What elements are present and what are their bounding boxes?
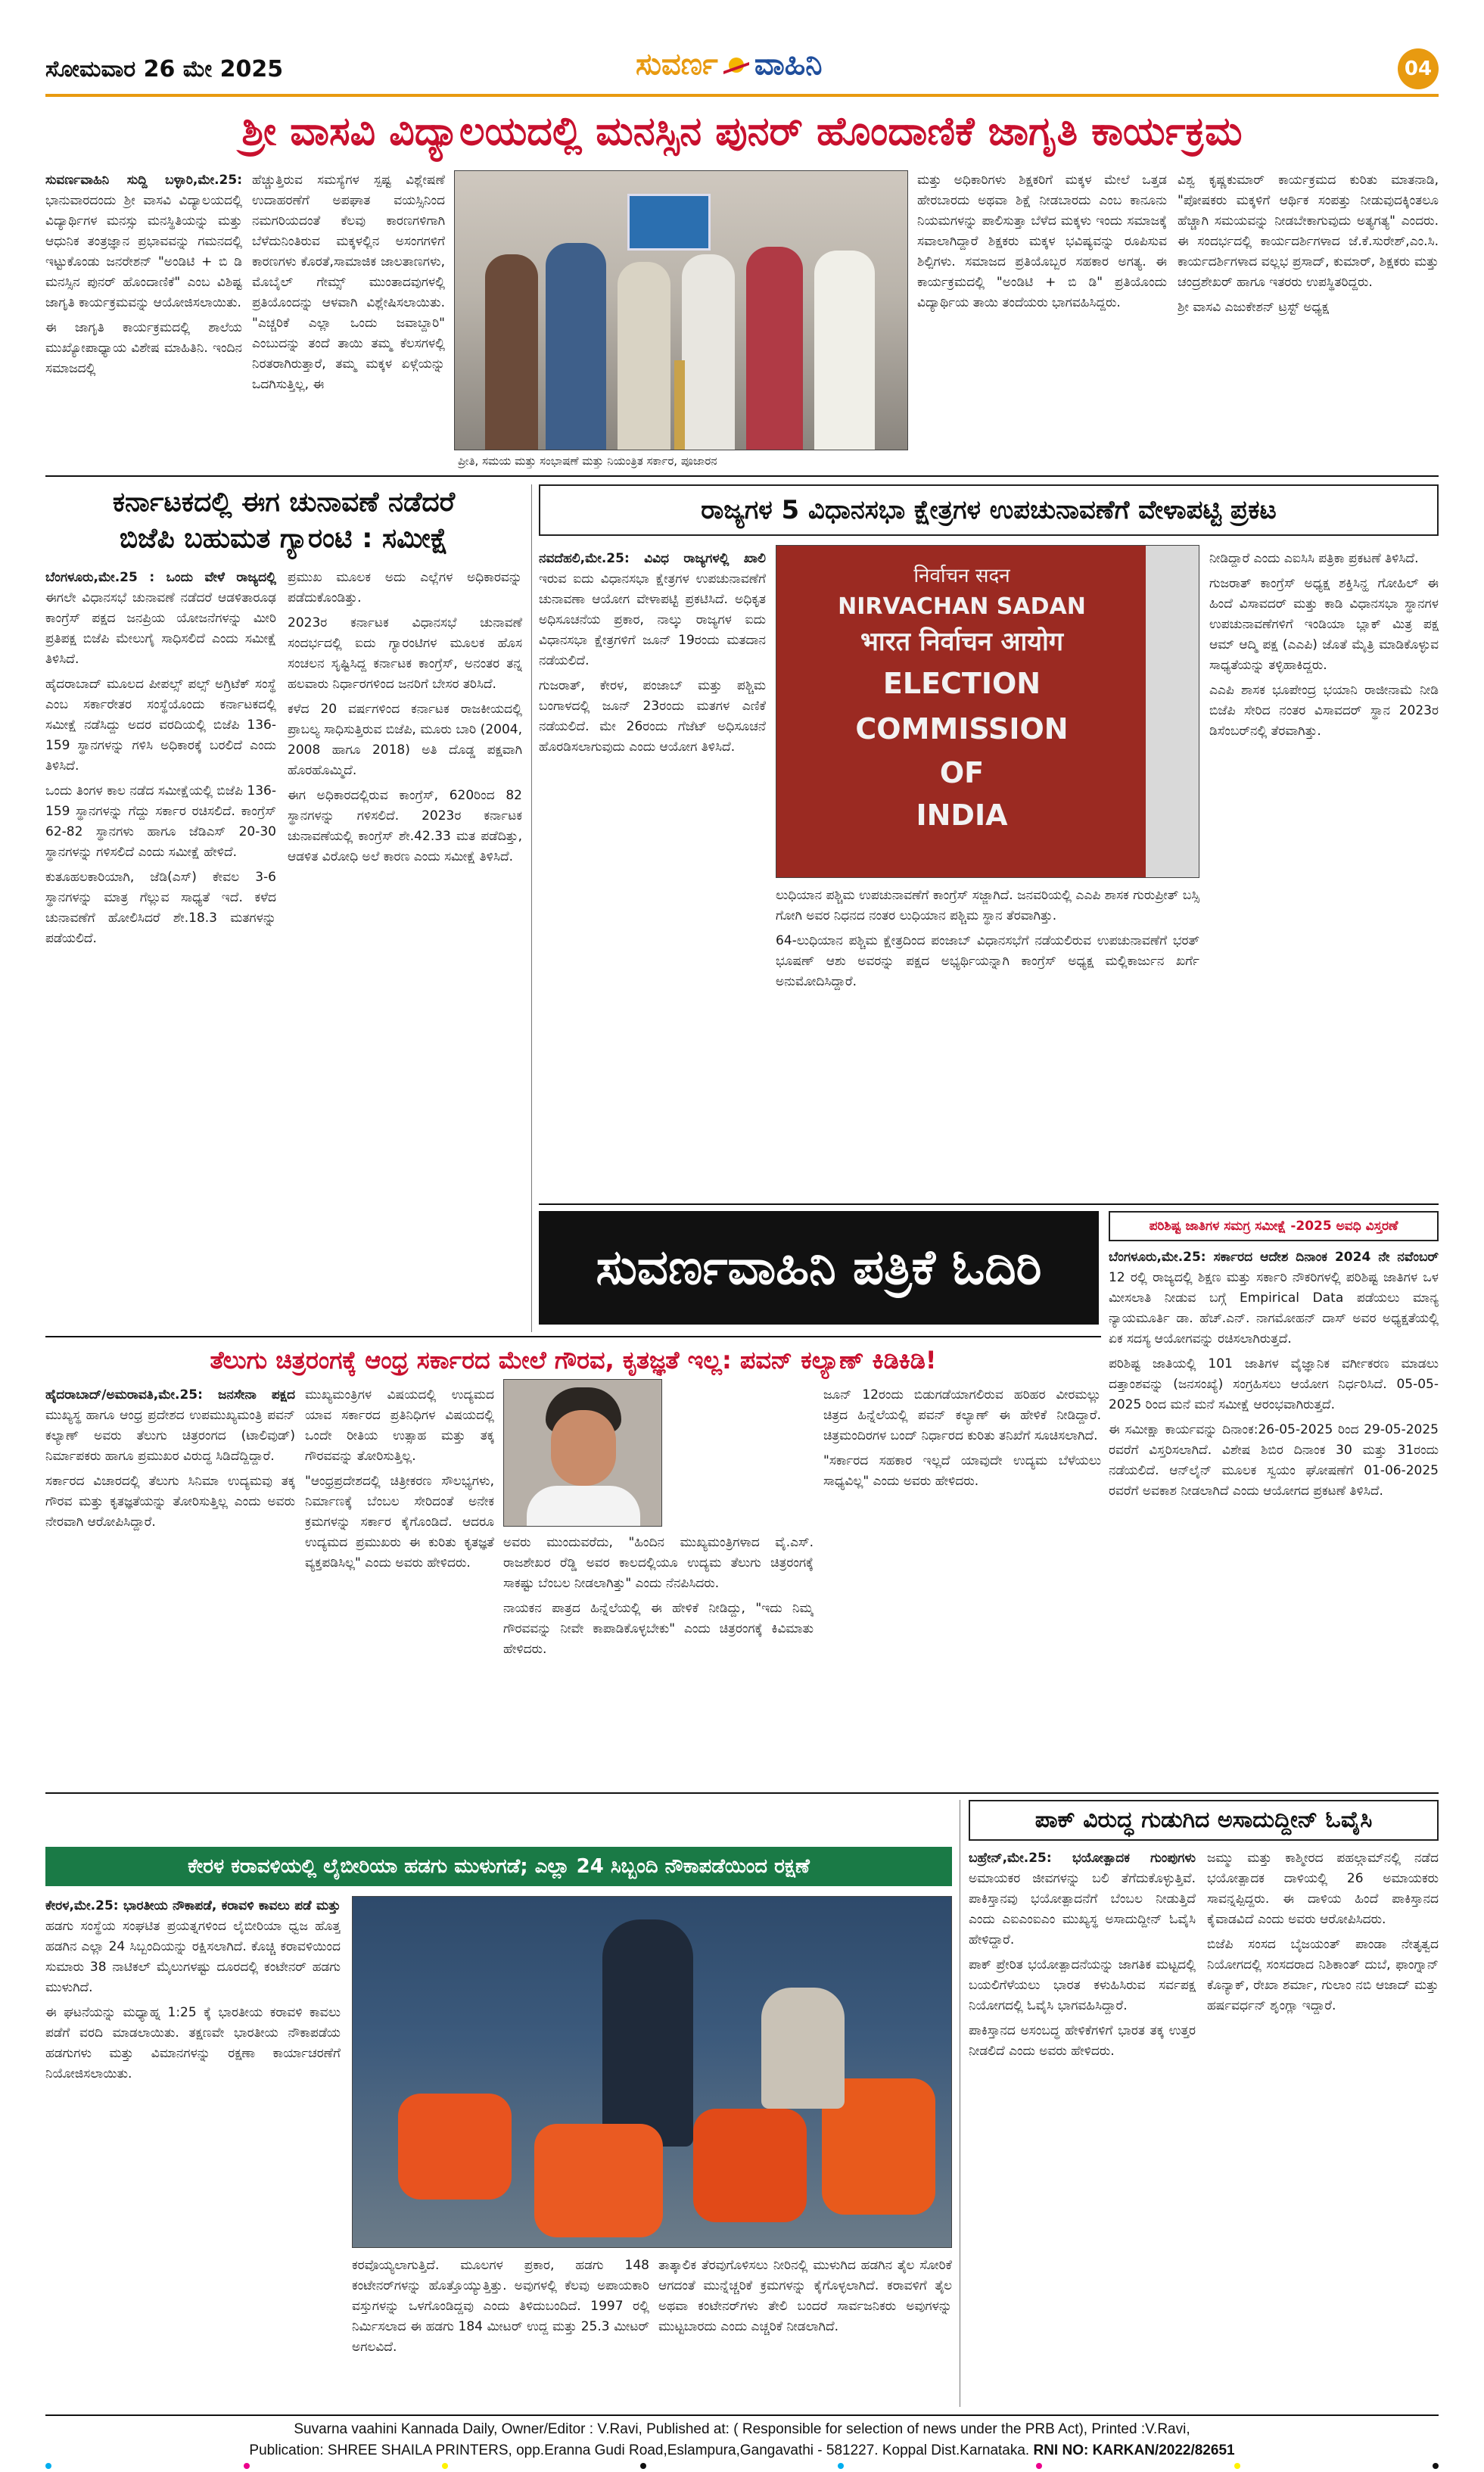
paragraph: ಈ ಸಮೀಕ್ಷಾ ಕಾರ್ಯವನ್ನು ದಿನಾಂಕ:26-05-2025 ರಿಂದ 29-05-2025 ರವರೆಗೆ ವಿಸ್ತರಿಸಲಾಗಿದೆ. ವಿಶೇಷ ಶಿಬಿರ ದಿನಾಂಕ 30 ಮತ್ತು 31ರಂದು ನಡೆಯಲಿದೆ. ಆನ್‌ಲೈನ್ ಮೂಲಕ ಸ್ವಯಂ ಘೋಷಣೆಗೆ 01-06-2025 ರವರೆಗೆ ಅವಕಾಶ ನೀಡಲಾಗಿದೆ ಎಂದು ಆಯೋಗದ ಪ್ರಕಟಣೆ ತಿಳಿಸಿದೆ.	[1109, 1422, 1439, 1499]
life-jacket	[534, 2124, 663, 2237]
bypoll-col-2	[776, 886, 1199, 1196]
navy-officer	[602, 1919, 693, 2147]
paragraph: ಗುಜರಾತ್, ಕೇರಳ, ಪಂಜಾಬ್ ಮತ್ತು ಪಶ್ಚಿಮ ಬಂಗಾಳದಲ್ಲಿ ಜೂನ್ 23ರಂದು ಮತಗಳ ಎಣಿಕೆ ನಡೆಯಲಿದೆ. ಮೇ 26ರಂದು ಗೆಜೆಟ್ ಅಧಿಸೂಚನೆ ಹೊರಡಿಸಲಾಗುವುದು ಎಂದು ಆಯೋಗ ತಿಳಿಸಿದೆ.	[539, 678, 766, 755]
pawan-col-2	[305, 1385, 494, 1786]
bypoll-col-3	[1209, 549, 1439, 1200]
life-jacket	[398, 2094, 512, 2200]
paragraph: ಪರಿಶಿಷ್ಟ ಜಾತಿಯಲ್ಲಿ 101 ಜಾತಿಗಳ ವೈಜ್ಞಾನಿಕ ವರ್ಗೀಕರಣ ಮಾಡಲು ದತ್ತಾಂಶವನ್ನು (ಜನಸಂಖ್ಯೆ) ಸಂಗ್ರಹಿಸಲು ಆಯೋಗ ನಿರ್ಧರಿಸಿದೆ. 05-05-2025 ರಿಂದ ಮನೆ ಮನೆ ಸಮೀಕ್ಷೆ ಆರಂಭವಾಗಿರುತ್ತದೆ.	[1109, 1356, 1439, 1412]
vasavi-col-1	[45, 170, 242, 469]
paragraph: "ಆಂಧ್ರಪ್ರದೇಶದಲ್ಲಿ ಚಿತ್ರೀಕರಣ ಸೌಲಭ್ಯಗಳು, ನಿರ್ಮಾಣಕ್ಕೆ ಬೆಂಬಲ ಸೇರಿದಂತೆ ಅನೇಕ ಕ್ರಮಗಳನ್ನು ಸರ್ಕಾರ ಕೈಗೊಂಡಿದೆ. ಆದರೂ ಉದ್ಯಮದ ಪ್ರಮುಖರು ಈ ಕುರಿತು ಕೃತಜ್ಞತೆ ವ್ಯಕ್ತಪಡಿಸಿಲ್ಲ" ಎಂದು ಅವರು ಹೇಳಿದರು.	[305, 1474, 494, 1571]
vasavi-group-photo	[454, 170, 908, 450]
paragraph: ಪಾಕ್ ಪ್ರೇರಿತ ಭಯೋತ್ಪಾದನೆಯನ್ನು ಜಾಗತಿಕ ಮಟ್ಟದಲ್ಲಿ ಬಯಲಿಗೆಳೆಯಲು ಭಾರತ ಕಳುಹಿಸಿರುವ ಸರ್ವಪಕ್ಷ ನಿಯೋಗದಲ್ಲಿ ಓವೈಸಿ ಭಾಗವಹಿಸಿದ್ದಾರೆ.	[969, 1957, 1196, 2013]
footer-rule	[45, 2414, 1439, 2416]
paragraph: ಬೆಂಗಳೂರು,ಮೇ.25: ಸರ್ಕಾರದ ಆದೇಶ ದಿನಾಂಕ 2024 ನೇ ನವೆಂಬರ್ 12 ರಲ್ಲಿ ರಾಜ್ಯದಲ್ಲಿ ಶಿಕ್ಷಣ ಮತ್ತು ಸರ್ಕಾರಿ ನೌಕರಿಗಳಲ್ಲಿ ಪರಿಶಿಷ್ಟ ಜಾತಿಗಳ ಒಳ ಮೀಸಲಾತಿ ನೀಡುವ ಬಗ್ಗೆ Empirical Data ಪಡೆಯಲು ಮಾನ್ಯ ನ್ಯಾಯಮೂರ್ತಿ ಡಾ. ಹೆಚ್.ಎನ್. ನಾಗಮೋಹನ್ ದಾಸ್ ಅವರ ಅಧ್ಯಕ್ಷತೆಯಲ್ಲಿ ಏಕ ಸದಸ್ಯ ಆಯೋಗವನ್ನು ರಚಿಸಲಾಗಿರುತ್ತದೆ.	[1109, 1250, 1439, 1347]
brand-right: ವಾಹಿನಿ	[754, 47, 823, 82]
paragraph: ಅವರು ಮುಂದುವರೆದು, "ಹಿಂದಿನ ಮುಖ್ಯಮಂತ್ರಿಗಳಾದ ವೈ.ಎಸ್. ರಾಜಶೇಖರ ರೆಡ್ಡಿ ಅವರ ಕಾಲದಲ್ಲಿಯೂ ಉದ್ಯಮ ತೆಲುಗು ಚಿತ್ರರಂಗಕ್ಕೆ ಸಾಕಷ್ಟು ಬೆಂಬಲ ನೀಡಲಾಗಿತ್ತು" ಎಂದು ನೆನಪಿಸಿದರು.	[503, 1535, 814, 1591]
color-dot	[1234, 2463, 1240, 2469]
registration-dots	[45, 2463, 1439, 2470]
window-panel	[1146, 546, 1199, 878]
person	[618, 262, 670, 450]
sun-icon	[722, 48, 751, 77]
paragraph: ಶ್ರೀ ವಾಸವಿ ಎಜುಕೇಶನ್ ಟ್ರಸ್ಟ್ ಅಧ್ಯಕ್ಷ	[1178, 300, 1330, 315]
paragraph: ಎಎಪಿ ಶಾಸಕ ಭೂಪೇಂದ್ರ ಭಯಾನಿ ರಾಜೀನಾಮೆ ನೀಡಿ ಬಿಜೆಪಿ ಸೇರಿದ ನಂತರ ವಿಸಾವದರ್ ಸ್ಥಾನ 2023ರ ಡಿಸೆಂಬರ್‌ನಲ್ಲಿ ತೆರವಾಗಿತ್ತು.	[1209, 683, 1439, 739]
paragraph: ಪಾಕಿಸ್ತಾನದ ಅಸಂಬದ್ಧ ಹೇಳಿಕೆಗಳಿಗೆ ಭಾರತ ತಕ್ಕ ಉತ್ತರ ನೀಡಲಿದೆ ಎಂದು ಅವರು ಹೇಳಿದರು.	[969, 2023, 1196, 2059]
masthead	[45, 45, 1439, 92]
section-rule	[45, 1792, 1439, 1794]
ship-col-2	[352, 2256, 649, 2407]
pawan-spill	[45, 1800, 952, 1842]
paragraph: ಜಮ್ಮು ಮತ್ತು ಕಾಶ್ಮೀರದ ಪಹಲ್ಗಾಮ್‌ನಲ್ಲಿ ನಡೆದ ಭಯೋತ್ಪಾದಕ ದಾಳಿಯಲ್ಲಿ 26 ಅಮಾಯಕರು ಸಾವನ್ನಪ್ಪಿದ್ದರು. ಈ ದಾಳಿಯ ಹಿಂದೆ ಪಾಕಿಸ್ತಾನದ ಕೈವಾಡವಿದೆ ಎಂದು ಅವರು ಆರೋಪಿಸಿದರು.	[1207, 1851, 1439, 1927]
ship-headline: ಕೇರಳ ಕರಾವಳಿಯಲ್ಲಿ ಲೈಬೀರಿಯಾ ಹಡಗು ಮುಳುಗಡೆ; ಎಲ್ಲಾ 24 ಸಿಬ್ಬಂದಿ ನೌಕಾಪಡೆಯಿಂದ ರಕ್ಷಣೆ	[188, 1855, 810, 1878]
paragraph: ಬಿಜೆಪಿ ಸಂಸದ ಬೈಜಯಂತ್ ಪಾಂಡಾ ನೇತೃತ್ವದ ನಿಯೋಗದಲ್ಲಿ ಸಂಸದರಾದ ನಿಶಿಕಾಂತ್ ದುಬೆ, ಫಾಂಗ್ನಾನ್ ಕೊನ್ಯಾಕ್, ರೇಖಾ ಶರ್ಮಾ, ಗುಲಾಂ ನಬಿ ಆಜಾದ್ ಮತ್ತು ಹರ್ಷವರ್ಧನ್ ಶೃಂಗ್ಲಾ ಇದ್ದಾರೆ.	[1207, 1937, 1439, 2013]
read-newspaper-text: ಸುವರ್ಣವಾಹಿನಿ ಪತ್ರಿಕೆ ಓದಿರಿ	[596, 1240, 1042, 1296]
owaisi-col-1	[969, 1848, 1196, 2407]
paragraph: ಮತ್ತು ಅಧಿಕಾರಿಗಳು ಶಿಕ್ಷಕರಿಗೆ ಮಕ್ಕಳ ಮೇಲೆ ಒತ್ತಡ ಹೇರಬಾರದು ಅಥವಾ ಶಿಕ್ಷೆ ನೀಡಬಾರದು ಎಂಬ ಕಾನೂನು ನಿಯಮಗಳನ್ನು ಪಾಲಿಸುತ್ತಾ ಬೆಳೆದ ಮಕ್ಕಳು ಇಂದು ಸಮಾಜಕ್ಕೆ ಸವಾಲಾಗಿದ್ದಾರೆ ಶಿಕ್ಷಕರು ಮಕ್ಕಳ ಭವಿಷ್ಯವನ್ನು ರೂಪಿಸುವ ಶಿಲ್ಪಿಗಳು. ಸಮಾಜದ ಪ್ರತಿಯೊಬ್ಬರ ಸಹಕಾರ ಅಗತ್ಯ. ಈ ಕಾರ್ಯಕ್ರಮದಲ್ಲಿ "ಅಂಡಿಟಿ + ಬಿ ಡಿ" ಪ್ರತಿಯೊಂದು ವಿದ್ಯಾರ್ಥಿಯ ತಾಯಿ ತಂದೆಯರು ಭಾಗವಹಿಸಿದ್ದರು.	[917, 173, 1167, 310]
masthead-rule	[45, 94, 1439, 97]
pawan-col-1	[45, 1385, 295, 1786]
section-rule	[539, 1203, 1439, 1205]
paragraph: ಲುಧಿಯಾನ ಪಶ್ಚಿಮ ಉಪಚುನಾವಣೆಗೆ ಕಾಂಗ್ರೆಸ್ ಸಜ್ಜಾಗಿದೆ. ಜನವರಿಯಲ್ಲಿ ಎಎಪಿ ಶಾಸಕ ಗುರುಪ್ರೀತ್ ಬಸ್ಸಿ ಗೋಗಿ ಅವರ ನಿಧನದ ನಂತರ ಲುಧಿಯಾನ ಪಶ್ಚಿಮ ಸ್ಥಾನ ತೆರವಾಗಿತ್ತು.	[776, 888, 1199, 923]
paragraph: ಕಳೆದ 20 ವರ್ಷಗಳಿಂದ ಕರ್ನಾಟಕ ರಾಜಕೀಯದಲ್ಲಿ ಪ್ರಾಬಲ್ಯ ಸಾಧಿಸುತ್ತಿರುವ ಬಿಜೆಪಿ, ಮೂರು ಬಾರಿ (2004, 2008 ಹಾಗೂ 2018) ಅತಿ ದೊಡ್ಡ ಪಕ್ಷವಾಗಿ ಹೊರಹೊಮ್ಮಿದೆ.	[288, 702, 522, 778]
pawan-col-3-top	[672, 1385, 814, 1529]
ship-col-3	[658, 2256, 952, 2407]
paragraph: 2023ರ ಕರ್ನಾಟಕ ವಿಧಾನಸಭೆ ಚುನಾವಣೆ ಸಂದರ್ಭದಲ್ಲಿ ಐದು ಗ್ಯಾರಂಟಿಗಳ ಮೂಲಕ ಹೊಸ ಸಂಚಲನ ಸೃಷ್ಟಿಸಿದ್ದ ಕರ್ನಾಟಕ ಕಾಂಗ್ರೆಸ್, ಅನಂತರ ತನ್ನ ಹಲವಾರು ನಿರ್ಧಾರಗಳಿಂದ ಜನರಿಗೆ ಬೇಸರ ತರಿಸಿದೆ.	[288, 615, 522, 692]
paragraph: "ಸರ್ಕಾರದ ಸಹಕಾರ ಇಲ್ಲದೆ ಯಾವುದೇ ಉದ್ಯಮ ಬೆಳೆಯಲು ಸಾಧ್ಯವಿಲ್ಲ" ಎಂದು ಅವರು ಹೇಳಿದರು.	[823, 1453, 1101, 1489]
bjp-headline-line-1: ಕರ್ನಾಟಕದಲ್ಲಿ ಈಗ ಚುನಾವಣೆ ನಡೆದರೆ	[112, 487, 456, 518]
paragraph: ಹೈದರಾಬಾದ್/ಅಮರಾವತಿ,ಮೇ.25: ಜನಸೇನಾ ಪಕ್ಷದ ಮುಖ್ಯಸ್ಥ ಹಾಗೂ ಆಂಧ್ರ ಪ್ರದೇಶದ ಉಪಮುಖ್ಯಮಂತ್ರಿ ಪವನ್ ಕಲ್ಯಾಣ್ ಅವರು ತೆಲುಗು ಚಿತ್ರರಂಗದ (ಟಾಲಿವುಡ್) ನಿರ್ಮಾಪಕರು ಹಾಗೂ ಪ್ರಮುಖರ ವಿರುದ್ಧ ಸಿಡಿದೆದ್ದಿದ್ದಾರೆ.	[45, 1387, 295, 1464]
life-jacket	[693, 2109, 807, 2222]
sign-english-2: ELECTION COMMISSION	[855, 667, 1069, 746]
paragraph: ಕೇರಳ,ಮೇ.25: ಭಾರತೀಯ ನೌಕಾಪಡೆ, ಕರಾವಳಿ ಕಾವಲು ಪಡೆ ಮತ್ತು ಹಡಗು ಸಂಸ್ಥೆಯ ಸಂಘಟಿತ ಪ್ರಯತ್ನಗಳಿಂದ ಲೈಬೀರಿಯಾ ಧ್ವಜ ಹೊತ್ತ ಹಡಗಿನ ಎಲ್ಲಾ 24 ಸಿಬ್ಬಂದಿಯನ್ನು ರಕ್ಷಿಸಲಾಗಿದೆ. ಕೊಚ್ಚಿ ಕರಾವಳಿಯಿಂದ ಸುಮಾರು 38 ನಾಟಿಕಲ್ ಮೈಲುಗಳಷ್ಟು ದೂರದಲ್ಲಿ ಕಂಟೇನರ್ ಹಡಗು ಮುಳುಗಿದೆ.	[45, 1898, 341, 1995]
caste-survey-headline: ಪರಿಶಿಷ್ಟ ಜಾತಿಗಳ ಸಮಗ್ರ ಸಮೀಕ್ಷೆ -2025 ಅವಧಿ ವಿಸ್ತರಣೆ	[1109, 1211, 1439, 1241]
pawan-col-4	[823, 1385, 1101, 1786]
paragraph: ಹೆಚ್ಚುತ್ತಿರುವ ಸಮಸ್ಯೆಗಳ ಸ್ಪಷ್ಟ ವಿಶ್ಲೇಷಣೆ ಉದಾಹರಣೆಗೆ ಅಪಘಾತ ವಯಸ್ಸಿನಿಂದ ನಮಗರಿಯದಂತೆ ಕೆಲವು ಕಾರಣಗಳಿಗಾಗಿ ಬೆಳೆದುನಿಂತಿರುವ ಮಕ್ಕಳಲ್ಲಿನ ಅಸಂಗಗಳಿಗೆ ಕಾರಣಗಳು ಕೊರತೆ,ಸಾಮಾಜಿಕ ಜಾಲತಾಣಗಳು, ಮೊಬೈಲ್ ಗೇಮ್ಸ್ ಮುಂತಾದವುಗಳಲ್ಲಿ ಪ್ರತಿಯೊಂದನ್ನು ಆಳವಾಗಿ ವಿಶ್ಲೇಷಿಸಲಾಯಿತು. "ಎಚ್ಚರಿಕೆ ಎಲ್ಲಾ ಒಂದು ಜವಾಬ್ದಾರಿ" ಎಂಬುದನ್ನು ತಂದೆ ತಾಯಿ ತಮ್ಮ ಕೆಲಸಗಳಲ್ಲಿ ನಿರತರಾಗಿರುತ್ತಾರೆ, ತಮ್ಮ ಮಕ್ಕಳ ಏಳ್ಗೆಯನ್ನು ಒದಗಿಸುತ್ತಿಲ್ಲ, ಈ	[252, 173, 445, 392]
vasavi-col-3	[917, 170, 1167, 469]
paragraph: ನಾಯಕನ ಪಾತ್ರದ ಹಿನ್ನೆಲೆಯಲ್ಲಿ ಈ ಹೇಳಿಕೆ ನೀಡಿದ್ದು, "ಇದು ನಿಮ್ಮ ಗೌರವವನ್ನು ನೀವೇ ಕಾಪಾಡಿಕೊಳ್ಳಬೇಕು" ಎಂದು ಚಿತ್ರರಂಗಕ್ಕೆ ಕಿವಿಮಾತು ಹೇಳಿದರು.	[503, 1601, 814, 1657]
caste-survey-body	[1109, 1247, 1439, 1786]
person	[485, 254, 538, 450]
pawan-kalyan-portrait	[503, 1379, 662, 1527]
paragraph: ಸುವರ್ಣವಾಹಿನಿ ಸುದ್ದಿ ಬಳ್ಳಾರಿ,ಮೇ.25: ಭಾನುವಾರದಂದು ಶ್ರೀ ವಾಸವಿ ವಿದ್ಯಾಲಯದಲ್ಲಿ ವಿದ್ಯಾರ್ಥಿಗಳ ಮನಸ್ಸು ಮನಸ್ಥಿತಿಯನ್ನು ಮತ್ತು ಆಧುನಿಕ ತಂತ್ರಜ್ಞಾನ ಪ್ರಭಾವವನ್ನು ಗಮನದಲ್ಲಿ ಇಟ್ಟುಕೊಂಡು ಜನರೇಶನ್ "ಅಂಡಿಟಿ + ಬಿ ಡಿ ಮನಸ್ಸಿನ ಪುನರ್ ಹೊಂದಾಣಿಕೆ" ಎಂಬ ವಿಶಿಷ್ಟ ಜಾಗೃತಿ ಕಾರ್ಯಕ್ರಮವನ್ನು ಆಯೋಜಿಸಲಾಯಿತು.	[45, 173, 242, 310]
imprint-line-1: Suvarna vaahini Kannada Daily, Owner/Editor : V.Ravi, Published at: ( Responsible for selection of news under the PRB Act), Printed :V.Ravi,	[294, 2421, 1190, 2437]
paragraph: ಪ್ರಮುಖ ಮೂಲಕ ಅದು ಎಲ್ಲೆಗಳ ಅಧಿಕಾರವನ್ನು ಪಡೆದುಕೊಂಡಿತ್ತು.	[288, 570, 522, 606]
owaisi-headline: ಪಾಕ್ ವಿರುದ್ಧ ಗುಡುಗಿದ ಅಸಾದುದ್ದೀನ್ ಓವೈಸಿ	[969, 1800, 1439, 1841]
color-dot	[442, 2463, 448, 2469]
sign-english-4: INDIA	[916, 799, 1008, 832]
crew-member	[761, 1988, 845, 2109]
color-dot	[45, 2463, 51, 2469]
pawan-col-3	[503, 1533, 814, 1786]
ship-col-1	[45, 1896, 341, 2407]
paragraph: ವಿಶ್ವ ಕೃಷ್ಣಕುಮಾರ್ ಕಾರ್ಯಕ್ರಮದ ಕುರಿತು ಮಾತನಾಡಿ, "ಪೋಷಕರು ಮಕ್ಕಳಿಗೆ ಆರ್ಥಿಕ ಸಂಪತ್ತು ನೀಡುವುದಕ್ಕಿಂತಲೂ ಹೆಚ್ಚಾಗಿ ಸಮಯವನ್ನು ನೀಡಬೇಕಾಗುವುದು ಅತ್ಯಗತ್ಯ" ಎಂದರು. ಈ ಸಂದರ್ಭದಲ್ಲಿ ಕಾರ್ಯದರ್ಶಿಗಳಾದ ಜೆ.ಕೆ.ಸುರೇಶ್,ಎಂ.ಸಿ. ಕಾರ್ಯದರ್ಶಿಗಳಾದ ವಲ್ಲಭ ಪ್ರಸಾದ್, ಕುಮಾರ್, ಶಿಕ್ಷಕರು ಮತ್ತು ಚಂದ್ರಶೇಖರ್ ಹಾಗೂ ಇತರರು ಉಪಸ್ಥಿತರಿದ್ದರು.	[1178, 173, 1439, 290]
election-commission-photo	[776, 545, 1199, 878]
portrait-face	[551, 1410, 616, 1486]
section-rule	[45, 1336, 1101, 1337]
lamp-stand	[674, 360, 685, 450]
paragraph: ಈಗ ಅಧಿಕಾರದಲ್ಲಿರುವ ಕಾಂಗ್ರೆಸ್, 620ರಿಂದ 82 ಸ್ಥಾನಗಳನ್ನು ಗಳಿಸಲಿದೆ. 2023ರ ಕರ್ನಾಟಕ ಚುನಾವಣೆಯಲ್ಲಿ ಕಾಂಗ್ರೆಸ್ ಶೇ.42.33 ಮತ ಪಡೆದಿತ್ತು, ಆಡಳಿತ ವಿರೋಧಿ ಅಲೆ ಕಾರಣ ಎಂದು ಸಮೀಕ್ಷೆ ತಿಳಿಸಿದೆ.	[288, 788, 522, 864]
section-rule	[45, 475, 1439, 477]
color-dot	[1036, 2463, 1042, 2469]
vasavi-col-2	[252, 170, 445, 469]
vasavi-photo-caption: ಪ್ರೀತಿ, ಸಮಯ ಮತ್ತು ಸಂಭಾಷಣೆ ಮತ್ತು ನಿಯಂತ್ರಿತ ಸರ್ಕಾರ, ಪೂಜಾರನ	[458, 454, 717, 468]
paragraph: ಒಂದು ತಿಂಗಳ ಕಾಲ ನಡೆದ ಸಮೀಕ್ಷೆಯಲ್ಲಿ ಬಿಜೆಪಿ 136-159 ಸ್ಥಾನಗಳನ್ನು ಗೆದ್ದು ಸರ್ಕಾರ ರಚಿಸಲಿದೆ. ಕಾಂಗ್ರೆಸ್ 62-82 ಸ್ಥಾನಗಳು ಹಾಗೂ ಜೆಡಿಎಸ್ 20-30 ಸ್ಥಾನಗಳನ್ನು ಗಳಿಸಲಿದೆ ಎಂದು ಸಮೀಕ್ಷೆ ಹೇಳಿದೆ.	[45, 783, 276, 860]
color-dot	[838, 2463, 844, 2469]
pawan-headline: ತೆಲುಗು ಚಿತ್ರರಂಗಕ್ಕೆ ಆಂಧ್ರ ಸರ್ಕಾರದ ಮೇಲೆ ಗೌರವ, ಕೃತಜ್ಞತೆ ಇಲ್ಲ: ಪವನ್ ಕಲ್ಯಾಣ್ ಕಿಡಿಕಿಡಿ!	[210, 1346, 937, 1375]
bypoll-headline: ರಾಜ್ಯಗಳ 5 ವಿಧಾನಸಭಾ ಕ್ಷೇತ್ರಗಳ ಉಪಚುನಾವಣೆಗೆ ವೇಳಾಪಟ್ಟಿ ಪ್ರಕಟ	[539, 484, 1439, 536]
read-newspaper-banner	[539, 1211, 1099, 1325]
sign-hindi-1: निर्वाचन सदन	[913, 565, 1010, 587]
brand-left: ಸುವರ್ಣ	[636, 47, 718, 82]
rescued-crew-photo	[352, 1896, 952, 2248]
paragraph: ನೀಡಿದ್ದಾರೆ ಎಂದು ಎಐಸಿಸಿ ಪತ್ರಿಕಾ ಪ್ರಕಟಣೆ ತಿಳಿಸಿದೆ.	[1209, 551, 1419, 566]
color-dot	[640, 2463, 646, 2469]
vasavi-headline: ಶ್ರೀ ವಾಸವಿ ವಿದ್ಯಾಲಯದಲ್ಲಿ ಮನಸ್ಸಿನ ಪುನರ್ ಹೊಂದಾಣಿಕೆ ಜಾಗೃತಿ ಕಾರ್ಯಕ್ರಮ	[241, 109, 1243, 154]
person	[746, 247, 803, 450]
paragraph: ಜೂನ್ 12ರಂದು ಬಿಡುಗಡೆಯಾಗಲಿರುವ ಹರಿಹರ ವೀರಮಲ್ಲು ಚಿತ್ರದ ಹಿನ್ನೆಲೆಯಲ್ಲಿ ಪವನ್ ಕಲ್ಯಾಣ್ ಈ ಹೇಳಿಕೆ ನೀಡಿದ್ದಾರೆ. ಚಿತ್ರಮಂದಿರಗಳ ಬಂದ್ ನಿರ್ಧಾರದ ಕುರಿತು ತನಿಖೆಗೆ ಸೂಚಿಸಲಾಗಿದೆ.	[823, 1387, 1101, 1443]
sign-english-1: NIRVACHAN SADAN	[838, 593, 1086, 620]
person	[682, 254, 735, 450]
imprint-line-2	[45, 2440, 1439, 2461]
rni-number: RNI NO: KARKAN/2022/82651	[1033, 2442, 1235, 2458]
paragraph: ನವದೆಹಲಿ,ಮೇ.25: ವಿವಿಧ ರಾಜ್ಯಗಳಲ್ಲಿ ಖಾಲಿ ಇರುವ ಐದು ವಿಧಾನಸಭಾ ಕ್ಷೇತ್ರಗಳ ಉಪಚುನಾವಣೆಗೆ ಚುನಾವಣಾ ಆಯೋಗ ವೇಳಾಪಟ್ಟಿ ಪ್ರಕಟಿಸಿದೆ. ಅಧಿಕೃತ ಅಧಿಸೂಚನೆಯ ಪ್ರಕಾರ, ನಾಲ್ಕು ರಾಜ್ಯಗಳ ಐದು ವಿಧಾನಸಭಾ ಕ್ಷೇತ್ರಗಳಿಗೆ ಜೂನ್ 19ರಂದು ಮತದಾನ ನಡೆಯಲಿದೆ.	[539, 551, 766, 668]
page-number: 04	[1404, 58, 1433, 80]
brand-logo	[636, 47, 822, 89]
publisher-address: Publication: SHREE SHAILA PRINTERS, opp.Eranna Gudi Road,Eslampura,Gangavathi - 581227. Koppal Dist.Karnataka.	[249, 2442, 1034, 2458]
owaisi-col-2	[1207, 1848, 1439, 2407]
bjp-col-1	[45, 568, 276, 1332]
issue-date: ಸೋಮವಾರ 26 ಮೇ 2025	[45, 56, 284, 83]
paragraph: ಸರ್ಕಾರದ ವಿಚಾರದಲ್ಲಿ ತೆಲುಗು ಸಿನಿಮಾ ಉದ್ಯಮವು ತಕ್ಕ ಗೌರವ ಮತ್ತು ಕೃತಜ್ಞತೆಯನ್ನು ತೋರಿಸುತ್ತಿಲ್ಲ ಎಂದು ಅವರು ನೇರವಾಗಿ ಆರೋಪಿಸಿದ್ದಾರೆ.	[45, 1474, 295, 1530]
ship-headline-bar	[45, 1847, 952, 1886]
bjp-col-2	[288, 568, 522, 1332]
person	[814, 251, 875, 450]
color-dot	[244, 2463, 250, 2469]
paragraph: 64-ಲುಧಿಯಾನ ಪಶ್ಚಿಮ ಕ್ಷೇತ್ರದಿಂದ ಪಂಜಾಬ್ ವಿಧಾನಸಭೆಗೆ ನಡೆಯಲಿರುವ ಉಪಚುನಾವಣೆಗೆ ಭರತ್ ಭೂಷಣ್ ಆಶು ಅವರನ್ನು ಪಕ್ಷದ ಅಭ್ಯರ್ಥಿಯನ್ನಾಗಿ ಕಾಂಗ್ರೆಸ್ ಅಧ್ಯಕ್ಷ ಮಲ್ಲಿಕಾರ್ಜುನ ಖರ್ಗೆ ಅನುಮೋದಿಸಿದ್ದಾರೆ.	[776, 933, 1199, 989]
paragraph: ಬಹ್ರೇನ್,ಮೇ.25: ಭಯೋತ್ಪಾದಕ ಗುಂಪುಗಳು ಅಮಾಯಕರ ಜೀವಗಳನ್ನು ಬಲಿ ತೆಗೆದುಕೊಳ್ಳುತ್ತಿವೆ. ಪಾಕಿಸ್ತಾನವು ಭಯೋತ್ಪಾದನೆಗೆ ಬೆಂಬಲ ನೀಡುತ್ತಿದೆ ಎಂದು ಎಐಎಂಐಎಂ ಮುಖ್ಯಸ್ಥ ಅಸಾದುದ್ದೀನ್ ಓವೈಸಿ ಹೇಳಿದ್ದಾರೆ.	[969, 1851, 1196, 1947]
sign-english-3: OF	[939, 756, 985, 789]
paragraph: ಕರವೊಯ್ಯಲಾಗುತ್ತಿದೆ. ಮೂಲಗಳ ಪ್ರಕಾರ, ಹಡಗು 148 ಕಂಟೇನರ್‌ಗಳನ್ನು ಹೊತ್ತೊಯ್ಯುತ್ತಿತ್ತು. ಅವುಗಳಲ್ಲಿ ಕೆಲವು ಅಪಾಯಕಾರಿ ವಸ್ತುಗಳನ್ನು ಒಳಗೊಂಡಿದ್ದವು ಎಂದು ತಿಳಿದುಬಂದಿದೆ. 1997 ರಲ್ಲಿ ನಿರ್ಮಿಸಲಾದ ಈ ಹಡಗು 184 ಮೀಟರ್ ಉದ್ದ ಮತ್ತು 25.3 ಮೀಟರ್ ಅಗಲವಿದೆ.	[352, 2258, 649, 2355]
paragraph: ತಾತ್ಕಾಲಿಕ ತೆರವುಗೊಳಿಸಲು ನೀರಿನಲ್ಲಿ ಮುಳುಗಿದ ಹಡಗಿನ ತೈಲ ಸೋರಿಕೆ ಆಗದಂತೆ ಮುನ್ನೆಚ್ಚರಿಕೆ ಕ್ರಮಗಳನ್ನು ಕೈಗೊಳ್ಳಲಾಗಿದೆ. ಕರಾವಳಿಗೆ ತೈಲ ಅಥವಾ ಕಂಟೇನರ್‌ಗಳು ತೇಲಿ ಬಂದರೆ ಸಾರ್ವಜನಿಕರು ಅವುಗಳನ್ನು ಮುಟ್ಟಬಾರದು ಎಂದು ಎಚ್ಚರಿಕೆ ನೀಡಲಾಗಿದೆ.	[658, 2258, 952, 2334]
person	[546, 243, 606, 450]
page-number-badge	[1398, 48, 1439, 89]
paragraph: ಈ ಘಟನೆಯನ್ನು ಮಧ್ಯಾಹ್ನ 1:25 ಕ್ಕೆ ಭಾರತೀಯ ಕರಾವಳಿ ಕಾವಲು ಪಡೆಗೆ ವರದಿ ಮಾಡಲಾಯಿತು. ತಕ್ಷಣವೇ ಭಾರತೀಯ ನೌಕಾಪಡೆಯ ಹಡಗುಗಳು ಮತ್ತು ವಿಮಾನಗಳನ್ನು ರಕ್ಷಣಾ ಕಾರ್ಯಾಚರಣೆಗೆ ನಿಯೋಜಿಸಲಾಯಿತು.	[45, 2005, 341, 2081]
paragraph: ಬೆಂಗಳೂರು,ಮೇ.25 : ಒಂದು ವೇಳೆ ರಾಜ್ಯದಲ್ಲಿ ಈಗಲೇ ವಿಧಾನಸಭೆ ಚುನಾವಣೆ ನಡೆದರೆ ಆಡಳಿತಾರೂಢ ಕಾಂಗ್ರೆಸ್ ಪಕ್ಷದ ಜನಪ್ರಿಯ ಯೋಜನೆಗಳನ್ನು ಮೀರಿ ಪ್ರತಿಪಕ್ಷ ಬಿಜೆಪಿ ಮೇಲುಗೈ ಸಾಧಿಸಲಿದೆ ಎಂದು ಸಮೀಕ್ಷೆ ತಿಳಿಸಿದೆ.	[45, 570, 276, 667]
sign-hindi-2: भारत निर्वाचन आयोग	[860, 627, 1063, 657]
bjp-headline	[45, 484, 522, 557]
paragraph: ಹೈದರಾಬಾದ್ ಮೂಲದ ಪೀಪಲ್ಸ್ ಪಲ್ಸ್ ಅಗ್ರಿಟೆಕ್ ಸಂಸ್ಥೆ ಎಂಬ ಸರ್ಕಾರೇತರ ಸಂಸ್ಥೆಯೊಂದು ಕರ್ನಾಟಕದಲ್ಲಿ ಸಮೀಕ್ಷೆ ನಡೆಸಿದ್ದು ಅದರ ವರದಿಯಲ್ಲಿ ಬಿಜೆಪಿ 136-159 ಸ್ಥಾನಗಳನ್ನು ಗಳಿಸಿ ಅಧಿಕಾರಕ್ಕೆ ಬರಲಿದೆ ಎಂದು ತಿಳಿಸಿದೆ.	[45, 677, 276, 774]
paragraph: ಮುಖ್ಯಮಂತ್ರಿಗಳ ವಿಷಯದಲ್ಲಿ ಉದ್ಯಮದ ಯಾವ ಸರ್ಕಾರದ ಪ್ರತಿನಿಧಿಗಳ ವಿಷಯದಲ್ಲಿ ಒಂದೇ ರೀತಿಯ ಉತ್ಸಾಹ ಮತ್ತು ತಕ್ಕ ಗೌರವವನ್ನು ತೋರಿಸುತ್ತಿಲ್ಲ.	[305, 1387, 494, 1464]
vasavi-col-4	[1178, 170, 1439, 469]
bypoll-col-1	[539, 549, 766, 973]
sign-board	[792, 561, 1132, 836]
projector-screen	[627, 194, 711, 251]
color-dot	[1433, 2463, 1439, 2469]
paragraph: ಗುಜರಾತ್ ಕಾಂಗ್ರೆಸ್ ಅಧ್ಯಕ್ಷ ಶಕ್ತಿಸಿನ್ಹ ಗೋಹಿಲ್ ಈ ಹಿಂದೆ ವಿಸಾವದರ್ ಮತ್ತು ಕಾಡಿ ವಿಧಾನಸಭಾ ಸ್ಥಾನಗಳ ಉಪಚುನಾವಣೆಗಳಿಗೆ ಇಂಡಿಯಾ ಬ್ಲಾಕ್ ಮಿತ್ರ ಪಕ್ಷ ಆಮ್ ಆದ್ಮಿ ಪಕ್ಷ (ಎಎಪಿ) ಜೊತೆ ಮೈತ್ರಿ ಮಾಡಿಕೊಳ್ಳುವ ಸಾಧ್ಯತೆಯನ್ನು ತಳ್ಳಿಹಾಕಿದ್ದರು.	[1209, 576, 1439, 673]
bjp-headline-line-2: ಬಿಜೆಪಿ ಬಹುಮತ ಗ್ಯಾರಂಟಿ : ಸಮೀಕ್ಷೆ	[119, 523, 449, 554]
paragraph: ಕುತೂಹಲಕಾರಿಯಾಗಿ, ಜೆಡಿ(ಎಸ್) ಕೇವಲ 3-6 ಸ್ಥಾನಗಳನ್ನು ಮಾತ್ರ ಗೆಲ್ಲುವ ಸಾಧ್ಯತೆ ಇದೆ. ಕಳೆದ ಚುನಾವಣೆಗೆ ಹೋಲಿಸಿದರೆ ಶೇ.18.3 ಮತಗಳನ್ನು ಪಡೆಯಲಿದೆ.	[45, 870, 276, 946]
portrait-shirt	[527, 1486, 640, 1527]
paragraph: ಈ ಜಾಗೃತಿ ಕಾರ್ಯಕ್ರಮದಲ್ಲಿ ಶಾಲೆಯ ಮುಖ್ಯೋಪಾಧ್ಯಾಯ ವಿಶೇಷ ಮಾಹಿತಿನಿ. ಇಂದಿನ ಸಮಾಜದಲ್ಲಿ	[45, 320, 242, 376]
column-divider	[531, 484, 532, 1332]
